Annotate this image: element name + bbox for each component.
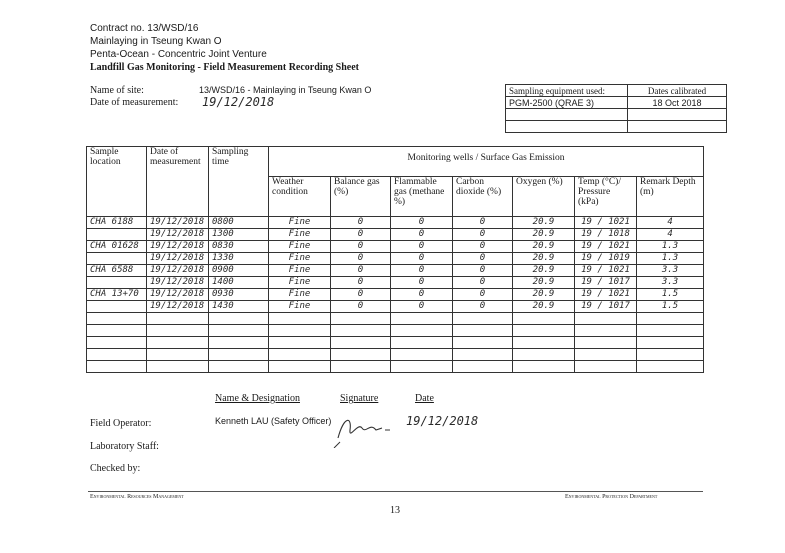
cell-weather: [269, 337, 331, 349]
cell-carbon-dioxide: [453, 361, 513, 373]
cell-date: [147, 313, 209, 325]
cell-carbon-dioxide: 0: [453, 265, 513, 277]
cell-weather: Fine: [269, 253, 331, 265]
field-operator-date: 19/12/2018: [406, 414, 479, 428]
cell-oxygen: 20.9: [513, 229, 575, 241]
cell-weather: Fine: [269, 301, 331, 313]
cell-carbon-dioxide: 0: [453, 241, 513, 253]
table-row: [87, 277, 704, 289]
cell-flammable-gas: 0: [391, 301, 453, 313]
cell-flammable-gas: 0: [391, 265, 453, 277]
col-header-temp-pressure: Temp (°C)/ Pressure (kPa): [575, 177, 637, 217]
col-header-flammable-gas: Flammable gas (methane %): [391, 177, 453, 217]
cell-oxygen: [513, 361, 575, 373]
cell-flammable-gas: 0: [391, 289, 453, 301]
cell-balance-gas: 0: [331, 265, 391, 277]
cell-carbon-dioxide: 0: [453, 277, 513, 289]
col-header-date: Date of measurement: [147, 147, 209, 217]
cell-flammable-gas: 0: [391, 217, 453, 229]
cell-remark: 4: [637, 229, 704, 241]
cell-carbon-dioxide: 0: [453, 229, 513, 241]
cell-date: 19/12/2018: [147, 229, 209, 241]
cell-weather: Fine: [269, 289, 331, 301]
cell-flammable-gas: [391, 337, 453, 349]
equipment-row: [506, 121, 727, 133]
cell-flammable-gas: 0: [391, 229, 453, 241]
signoff-signature-header: Signature: [340, 393, 379, 404]
cell-balance-gas: 0: [331, 229, 391, 241]
site-name-value: 13/WSD/16 - Mainlaying in Tseung Kwan O: [199, 85, 372, 95]
measurement-date-value: 19/12/2018: [202, 95, 275, 109]
cell-flammable-gas: [391, 361, 453, 373]
cell-weather: Fine: [269, 241, 331, 253]
cell-location: [87, 361, 147, 373]
col-header-sampling-time: Sampling time: [209, 147, 269, 217]
col-header-group: Monitoring wells / Surface Gas Emission: [269, 147, 704, 177]
cell-temp-pressure: [575, 337, 637, 349]
cell-oxygen: [513, 337, 575, 349]
cell-flammable-gas: 0: [391, 241, 453, 253]
equipment-name: [506, 121, 628, 133]
cell-weather: [269, 349, 331, 361]
cell-carbon-dioxide: [453, 349, 513, 361]
table-row: [87, 241, 704, 253]
cell-weather: Fine: [269, 229, 331, 241]
sheet-title: Landfill Gas Monitoring - Field Measurement Recording Sheet: [90, 62, 359, 73]
cell-balance-gas: 0: [331, 217, 391, 229]
cell-date: 19/12/2018: [147, 289, 209, 301]
cell-balance-gas: 0: [331, 277, 391, 289]
monitoring-table: [86, 146, 704, 373]
footer-left: Environmental Resources Management: [90, 494, 184, 500]
cell-temp-pressure: 19 / 1021: [575, 217, 637, 229]
col-header-carbon-dioxide: Carbon dioxide (%): [453, 177, 513, 217]
cell-temp-pressure: 19 / 1019: [575, 253, 637, 265]
table-row: [87, 337, 704, 349]
cell-flammable-gas: 0: [391, 277, 453, 289]
cell-date: 19/12/2018: [147, 277, 209, 289]
cell-location: [87, 277, 147, 289]
cell-time: 1400: [209, 277, 269, 289]
cell-date: 19/12/2018: [147, 265, 209, 277]
cell-weather: [269, 325, 331, 337]
cell-temp-pressure: 19 / 1021: [575, 241, 637, 253]
cell-carbon-dioxide: [453, 337, 513, 349]
cell-date: 19/12/2018: [147, 217, 209, 229]
footer-divider: [88, 491, 703, 492]
cell-remark: 3.3: [637, 277, 704, 289]
cell-remark: 1.3: [637, 241, 704, 253]
site-name-label: Name of site:: [90, 85, 144, 96]
col-header-balance-gas: Balance gas (%): [331, 177, 391, 217]
equipment-row: [506, 109, 727, 121]
cell-location: [87, 325, 147, 337]
cell-balance-gas: [331, 361, 391, 373]
cell-location: CHA 01628: [87, 241, 147, 253]
laboratory-staff-label: Laboratory Staff:: [90, 441, 159, 452]
table-row: [87, 265, 704, 277]
cell-temp-pressure: 19 / 1017: [575, 277, 637, 289]
table-row: [87, 361, 704, 373]
table-row: [87, 313, 704, 325]
cell-oxygen: [513, 313, 575, 325]
cell-time: 0800: [209, 217, 269, 229]
cell-oxygen: 20.9: [513, 265, 575, 277]
field-operator-label: Field Operator:: [90, 418, 152, 429]
cell-time: 1430: [209, 301, 269, 313]
cell-time: [209, 313, 269, 325]
equipment-table: [505, 84, 727, 133]
cell-oxygen: 20.9: [513, 217, 575, 229]
cell-balance-gas: 0: [331, 301, 391, 313]
cell-weather: Fine: [269, 277, 331, 289]
cell-remark: [637, 313, 704, 325]
cell-date: [147, 361, 209, 373]
table-row: [87, 253, 704, 265]
cell-remark: 1.5: [637, 289, 704, 301]
equipment-name: PGM-2500 (QRAE 3): [506, 97, 628, 109]
cell-location: CHA 6588: [87, 265, 147, 277]
cell-date: [147, 325, 209, 337]
signature-mark: [330, 408, 400, 448]
cell-flammable-gas: [391, 313, 453, 325]
cell-oxygen: 20.9: [513, 241, 575, 253]
calibration-col-header: Dates calibrated: [628, 85, 727, 97]
cell-location: CHA 6188: [87, 217, 147, 229]
equipment-row: [506, 97, 727, 109]
measurement-date-label: Date of measurement:: [90, 97, 179, 108]
cell-time: [209, 349, 269, 361]
cell-remark: 4: [637, 217, 704, 229]
cell-temp-pressure: 19 / 1018: [575, 229, 637, 241]
cell-time: 1300: [209, 229, 269, 241]
cell-time: 1330: [209, 253, 269, 265]
cell-location: [87, 301, 147, 313]
cell-oxygen: 20.9: [513, 277, 575, 289]
table-row: [87, 325, 704, 337]
cell-date: [147, 349, 209, 361]
table-row: [87, 301, 704, 313]
cell-balance-gas: 0: [331, 253, 391, 265]
cell-remark: [637, 325, 704, 337]
cell-temp-pressure: [575, 361, 637, 373]
contractor-name: Penta-Ocean - Concentric Joint Venture: [90, 49, 267, 60]
table-row: [87, 289, 704, 301]
cell-oxygen: [513, 325, 575, 337]
cell-date: [147, 337, 209, 349]
cell-remark: 1.5: [637, 301, 704, 313]
calibration-date: [628, 121, 727, 133]
cell-temp-pressure: 19 / 1017: [575, 301, 637, 313]
cell-temp-pressure: [575, 349, 637, 361]
cell-carbon-dioxide: [453, 325, 513, 337]
cell-balance-gas: 0: [331, 241, 391, 253]
cell-temp-pressure: [575, 325, 637, 337]
cell-balance-gas: [331, 313, 391, 325]
cell-carbon-dioxide: 0: [453, 253, 513, 265]
table-row: [87, 217, 704, 229]
cell-location: [87, 313, 147, 325]
signoff-name-header: Name & Designation: [215, 393, 300, 404]
field-operator-name: Kenneth LAU (Safety Officer): [215, 416, 332, 426]
cell-oxygen: 20.9: [513, 301, 575, 313]
cell-location: CHA 13+70: [87, 289, 147, 301]
calibration-date: 18 Oct 2018: [628, 97, 727, 109]
cell-date: 19/12/2018: [147, 301, 209, 313]
project-name: Mainlaying in Tseung Kwan O: [90, 36, 222, 47]
footer-right: Environmental Protection Department: [565, 494, 658, 500]
cell-location: [87, 229, 147, 241]
cell-time: [209, 325, 269, 337]
page-number: 13: [390, 505, 400, 516]
cell-flammable-gas: 0: [391, 253, 453, 265]
cell-oxygen: 20.9: [513, 253, 575, 265]
cell-carbon-dioxide: 0: [453, 289, 513, 301]
cell-time: [209, 361, 269, 373]
cell-date: 19/12/2018: [147, 253, 209, 265]
cell-temp-pressure: 19 / 1021: [575, 289, 637, 301]
cell-weather: Fine: [269, 217, 331, 229]
checked-by-label: Checked by:: [90, 463, 141, 474]
cell-time: 0900: [209, 265, 269, 277]
cell-weather: Fine: [269, 265, 331, 277]
cell-remark: [637, 337, 704, 349]
cell-carbon-dioxide: 0: [453, 301, 513, 313]
cell-date: 19/12/2018: [147, 241, 209, 253]
cell-balance-gas: [331, 337, 391, 349]
cell-location: [87, 349, 147, 361]
col-header-remark: Remark Depth (m): [637, 177, 704, 217]
equipment-name: [506, 109, 628, 121]
table-row: [87, 229, 704, 241]
col-header-sample-location: Sample location: [87, 147, 147, 217]
cell-carbon-dioxide: [453, 313, 513, 325]
cell-time: 0830: [209, 241, 269, 253]
calibration-date: [628, 109, 727, 121]
cell-flammable-gas: [391, 349, 453, 361]
cell-weather: [269, 313, 331, 325]
signoff-date-header: Date: [415, 393, 434, 404]
cell-time: [209, 337, 269, 349]
cell-flammable-gas: [391, 325, 453, 337]
cell-balance-gas: [331, 325, 391, 337]
cell-remark: [637, 361, 704, 373]
cell-oxygen: 20.9: [513, 289, 575, 301]
cell-weather: [269, 361, 331, 373]
cell-remark: 3.3: [637, 265, 704, 277]
cell-location: [87, 253, 147, 265]
col-header-oxygen: Oxygen (%): [513, 177, 575, 217]
cell-temp-pressure: 19 / 1021: [575, 265, 637, 277]
cell-balance-gas: 0: [331, 289, 391, 301]
cell-time: 0930: [209, 289, 269, 301]
cell-remark: 1.3: [637, 253, 704, 265]
equipment-col-header: Sampling equipment used:: [506, 85, 628, 97]
cell-location: [87, 337, 147, 349]
cell-balance-gas: [331, 349, 391, 361]
col-header-weather: Weather condition: [269, 177, 331, 217]
cell-carbon-dioxide: 0: [453, 217, 513, 229]
contract-number: Contract no. 13/WSD/16: [90, 23, 199, 34]
cell-oxygen: [513, 349, 575, 361]
cell-remark: [637, 349, 704, 361]
cell-temp-pressure: [575, 313, 637, 325]
table-row: [87, 349, 704, 361]
